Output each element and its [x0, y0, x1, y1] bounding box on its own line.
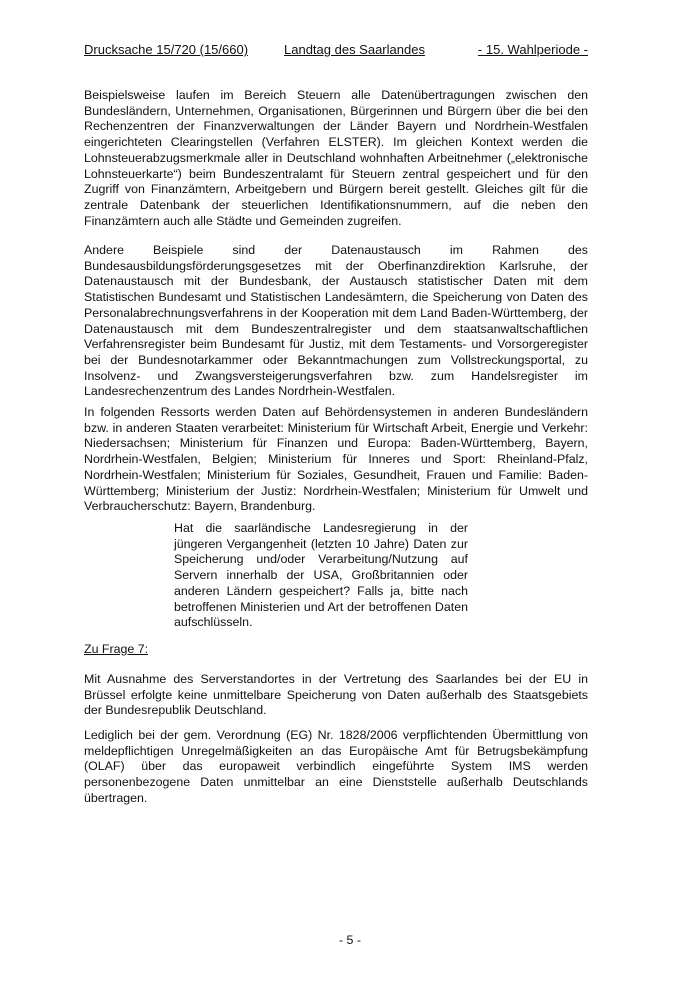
page-header	[84, 42, 588, 58]
parliament-name: Landtag des Saarlandes	[284, 42, 425, 57]
document-number: Drucksache 15/720 (15/660)	[84, 42, 249, 57]
paragraph-tax-data: Beispielsweise laufen im Bereich Steuern alle Datenübertragungen zwischen den Bundesländern, Unternehmen, Organisationen, Bürgerinnen und Bürgern über die bei den Rechenzentren der Finanzverwaltungen der Länder Bayern und Nordrhein-Westfalen eingerichteten Clearingstellen (Verfahren ELSTER). Im gleichen Kontext werden die Lohnsteuerabzugsmerkmale aller in Deutschland wohnhaften Arbeitnehmer („elektronische Lohnsteuerkarte“) beim Bundeszentralamt für Steuern zentral gespeichert und für den Zugriff von Finanzämtern, Arbeitgebern und Bürgern bereit gestellt. Gleiches gilt für die zentrale Datenbank der steuerlichen Identifikationsnummern, auf die neben den Finanzämtern auch alle Städte und Gemeinden zugreifen.	[84, 88, 588, 228]
answer-paragraph-olaf: Lediglich bei der gem. Verordnung (EG) Nr. 1828/2006 verpflichtenden Übermittlung von meldepflichtigen Unregelmäßigkeiten an das Europäische Amt für Betrugsbekämpfung (OLAF) über das europaweit verbindlich eingeführte System IMS werden personenbezogene Daten unmittelbar an eine Dienststelle außerhalb Deutschlands übertragen.	[84, 728, 588, 805]
answer-heading: Zu Frage 7:	[84, 642, 149, 656]
question-text: Hat die saarländische Landesregierung in der jüngeren Vergangenheit (letzten 10 Jahre) Daten zur Speicherung und/oder Verarbeitung/Nutzung auf Servern innerhalb der USA, Großbritannien oder anderen Ländern gespeichert? Falls ja, bitte nach betroffenen Ministerien und Art der betroffenen Daten aufschlüsseln.	[174, 521, 468, 630]
legislative-period: - 15. Wahlperiode -	[477, 42, 588, 57]
paragraph-other-examples: Andere Beispiele sind der Datenaustausch im Rahmen des Bundesausbildungsförderungsgesetzes mit der Oberfinanzdirektion Karlsruhe, der Datenaustausch mit der Bundesbank, der Austausch statistischer Daten mit dem Statistischen Bundesamt und Statistischen Landesämtern, die Speicherung von Daten des Personalabrechnungsverfahrens in der Kooperation mit dem Land Baden-Württemberg, der Datenaustausch mit dem Bundeszentralregister und dem staatsanwaltschaftlichen Verfahrensregister beim Bundesamt für Justiz, mit dem Testaments- und Vorsorgeregister bei der Bundesnotarkammer oder Bekanntmachungen zum Vollstreckungsportal, zu Insolvenz- und Zwangsversteigerungsverfahren bzw. zum Handelsregister im Landesrechenzentrum des Landes Nordrhein-Westfalen.	[84, 243, 588, 399]
page-number: - 5 -	[338, 933, 362, 947]
answer-paragraph-brussels: Mit Ausnahme des Serverstandortes in der Vertretung des Saarlandes bei der EU in Brüssel erfolgte keine unmittelbare Speicherung von Daten außerhalb des Staatsgebiets der Bundesrepublik Deutschland.	[84, 672, 588, 718]
paragraph-ressorts: In folgenden Ressorts werden Daten auf Behördensystemen in anderen Bundesländern bzw. in anderen Staaten verarbeitet: Ministerium für Wirtschaft Arbeit, Energie und Verkehr: Niedersachsen; Ministerium für Finanzen und Europa: Baden-Württemberg, Bayern, Nordrhein-Westfalen, Belgien; Ministerium für Inneres und Sport: Rheinland-Pfalz, Nordrhein-Westfalen; Ministerium für Soziales, Gesundheit, Frauen und Familie: Baden-Württemberg; Ministerium der Justiz: Nordrhein-Westfalen; Ministerium für Umwelt und Verbraucherschutz: Bayern, Brandenburg.	[84, 405, 588, 514]
